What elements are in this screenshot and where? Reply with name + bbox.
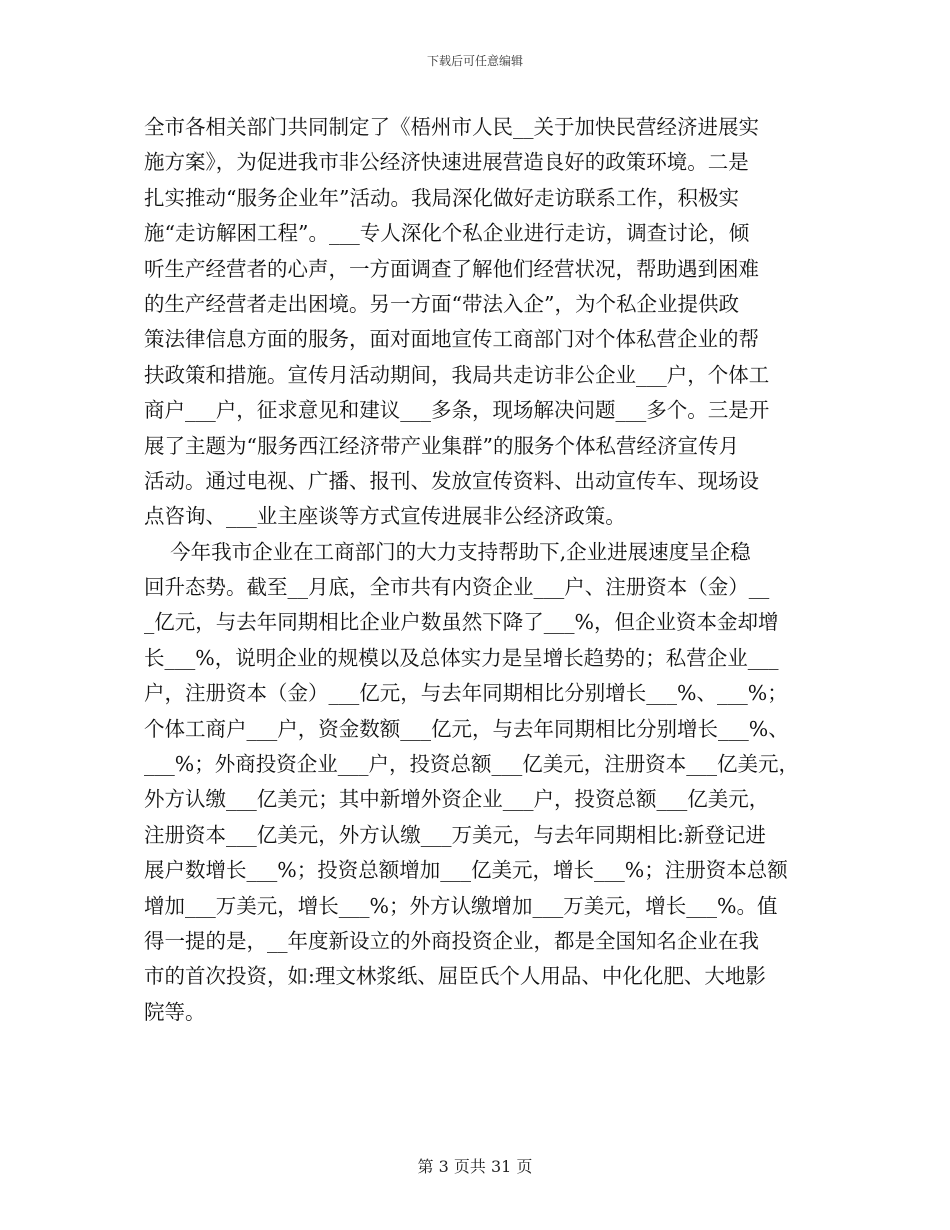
text-line: 扎实推动“服务企业年”活动。我局深化做好走访联系工作，积极实 <box>144 185 739 210</box>
document-body <box>144 110 824 1030</box>
text-line: 增加___万美元，增长___%；外方认缴增加___万美元，增长___%。值 <box>144 893 778 918</box>
text-line: 全市各相关部门共同制定了《梧州市人民__关于加快民营经济进展实 <box>144 115 759 139</box>
text-line: 注册资本___亿美元，外方认缴___万美元，与去年同期相比:新登记进 <box>144 822 766 847</box>
text-line: 个体工商户___户，资金数额___亿元，与去年同期相比分别增长___%、 <box>144 716 789 741</box>
page-header: 下载后可任意编辑 <box>426 54 523 68</box>
text-line: 院等。 <box>144 999 206 1024</box>
text-line: 的生产经营者走出困境。另一方面“带法入企”，为个私企业提供政 <box>144 291 739 316</box>
text-line: 策法律信息方面的服务，面对面地宣传工商部门对个体私营企业的帮 <box>144 327 759 352</box>
text-line: 施“走访解困工程”。___专人深化个私企业进行走访，调查讨论，倾 <box>144 221 750 246</box>
text-line: 展了主题为“服务西江经济带产业集群”的服务个体私营经济宣传月 <box>144 433 739 458</box>
text-line: 活动。通过电视、广播、报刊、发放宣传资料、出动宣传车、现场设 <box>144 468 759 493</box>
text-line: 市的首次投资，如:理文林浆纸、屈臣氏个人用品、中化化肥、大地影 <box>144 964 766 989</box>
text-line: 点咨询、___业主座谈等方式宣传进展非公经济政策。 <box>144 504 626 529</box>
text-line: 外方认缴___亿美元；其中新增外资企业___户，投资总额___亿美元， <box>144 787 770 812</box>
text-line: _亿元，与去年同期相比企业户数虽然下降了___%，但企业资本金却增 <box>144 610 779 635</box>
text-line: 回升态势。截至__月底，全市共有内资企业___户、注册资本（金）__ <box>144 575 770 600</box>
text-line: ___%；外商投资企业___户，投资总额___亿美元，注册资本___亿美元， <box>144 752 799 777</box>
text-line: 今年我市企业在工商部门的大力支持帮助下,企业进展速度呈企稳 <box>144 539 751 564</box>
text-line: 得一提的是，__年度新设立的外商投资企业，都是全国知名企业在我 <box>144 928 759 953</box>
text-line: 长___%，说明企业的规模以及总体实力是呈增长趋势的；私营企业___ <box>144 645 779 670</box>
text-line: 施方案》，为促进我市非公经济快速进展营造良好的政策环境。二是 <box>144 150 749 175</box>
text-line: 商户___户，征求意见和建议___多条，现场解决问题___多个。三是开 <box>144 398 770 423</box>
text-line: 展户数增长___%；投资总额增加___亿美元，增长___%；注册资本总额 <box>144 858 788 883</box>
page-footer: 第 3 页共 31 页 <box>417 1157 533 1176</box>
text-line: 听生产经营者的心声，一方面调查了解他们经营状况，帮助遇到困难 <box>144 256 759 281</box>
text-line: 户，注册资本（金）___亿元，与去年同期相比分别增长___%、___%； <box>144 681 788 706</box>
text-line: 扶政策和措施。宣传月活动期间，我局共走访非公企业___户，个体工 <box>144 362 770 387</box>
